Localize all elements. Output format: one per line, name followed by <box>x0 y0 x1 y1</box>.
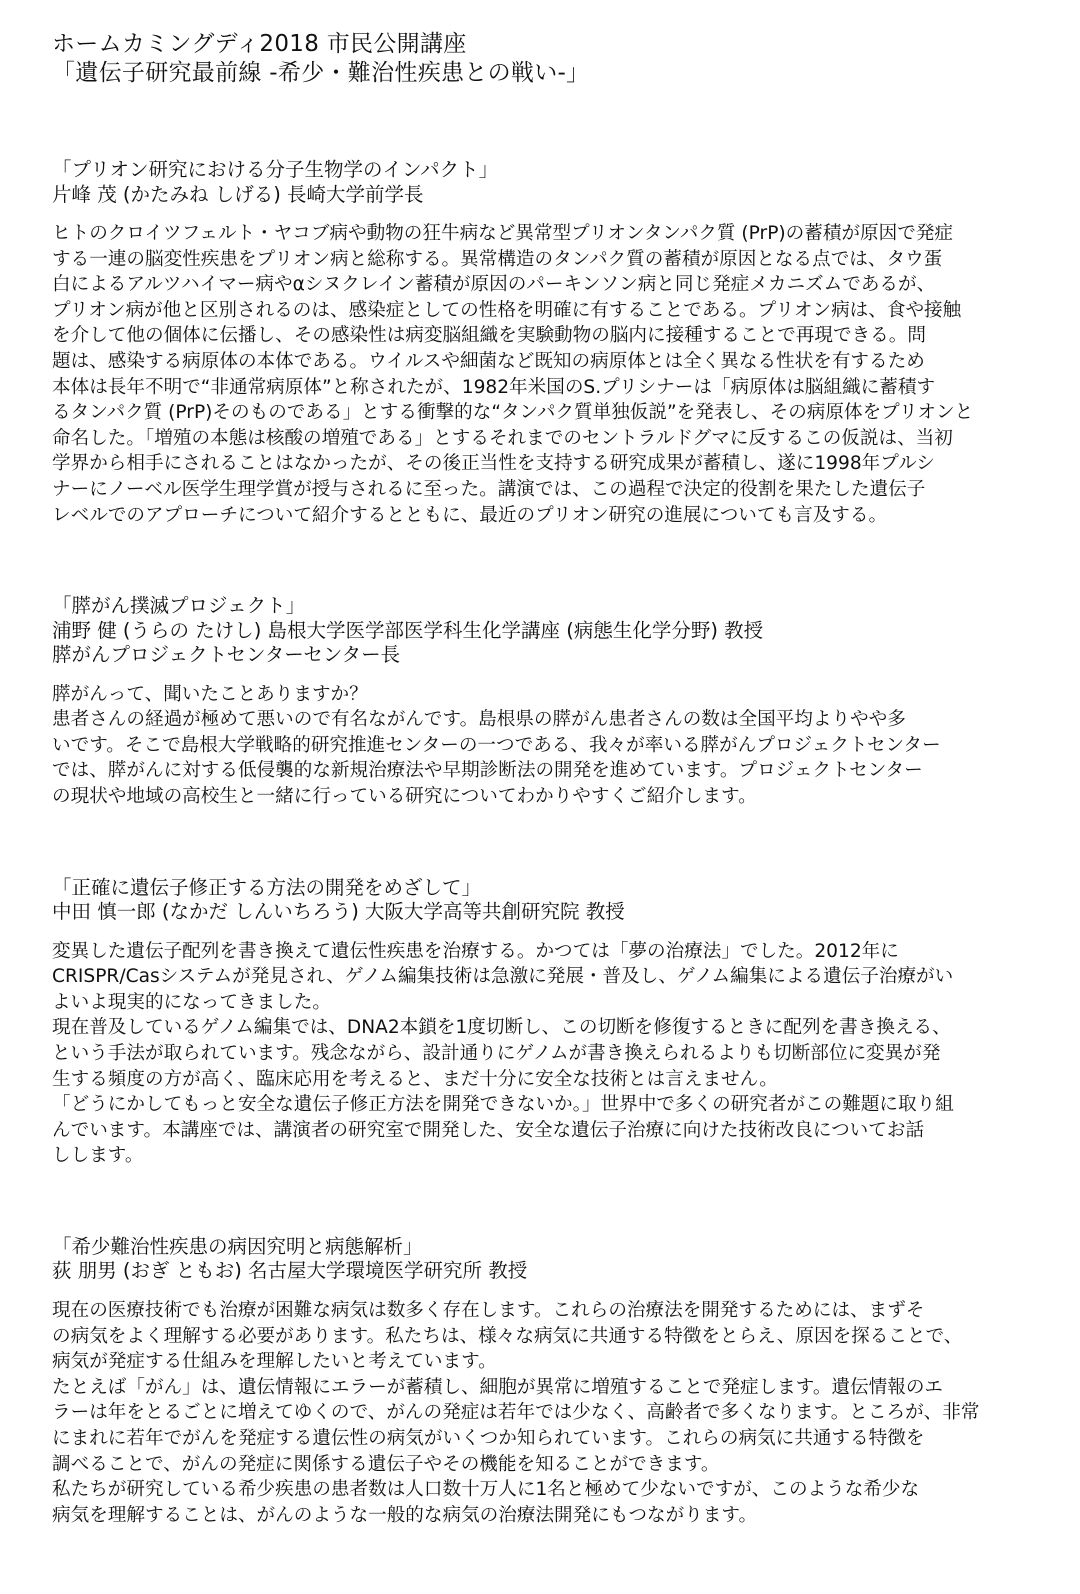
abstract-line: 病気が発症する仕組みを理解したいと考えています。 <box>52 1351 497 1373</box>
abstract-line: 命名した。「増殖の本態は核酸の増殖である」とするそれまでのセントラルドグマに反するこの仮説は、当初 <box>52 427 953 449</box>
lecture-abstract <box>52 939 1042 1169</box>
abstract-line: の病気をよく理解する必要があります。私たちは、様々な病気に共通する特徴をとらえ、原因を探ることで、 <box>52 1325 963 1347</box>
abstract-line: ヒトのクロイツフェルト・ヤコブ病や動物の狂牛病など異常型プリオンタンパク質 (PrP)の蓄積が原因で発症 <box>52 223 954 244</box>
abstract-line: ナーにノーベル医学生理学賞が授与されるに至った。講演では、この過程で決定的役割を果たした遺伝子 <box>52 478 926 500</box>
speaker-line: 浦野 健 (うらの たけし) 島根大学医学部医学科生化学講座 (病態生化学分野) 教授 <box>52 618 764 642</box>
abstract-line: たとえば「がん」は、遺伝情報にエラーが蓄積し、細胞が異常に増殖することで発症します。遺伝情報のエ <box>52 1376 944 1398</box>
abstract-line: を介して他の個体に伝播し、その感染性は病変脳組織を実験動物の脳内に接種することで再現できる。問 <box>52 325 926 347</box>
abstract-line: よいよ現実的になってきました。 <box>52 991 331 1013</box>
event-subtitle: 「遺伝子研究最前線 -希少・難治性疾患との戦い-」 <box>52 60 590 86</box>
abstract-line: 題は、感染する病原体の本体である。ウイルスや細菌など既知の病原体とは全く異なる性状を有するため <box>52 350 925 372</box>
abstract-line: 変異した遺伝子配列を書き換えて遺伝性疾患を治療する。かつては「夢の治療法」でした。2012年に <box>52 940 899 962</box>
speaker-info <box>52 900 1042 925</box>
abstract-line: 調べることで、がんの発症に関係する遺伝子やその機能を知ることができます。 <box>52 1453 720 1475</box>
speaker-line: 荻 朋男 (おぎ ともお) 名古屋大学環境医学研究所 教授 <box>52 1259 528 1283</box>
speaker-line: 片峰 茂 (かたみね しげる) 長崎大学前学長 <box>52 182 424 206</box>
abstract-line: プリオン病が他と区別されるのは、感染症としての性格を明確に有することである。プリオン病は、食や接触 <box>52 299 962 321</box>
event-title: ホームカミングディ2018 市民公開講座 <box>52 31 467 57</box>
lecture-section <box>52 1235 1042 1528</box>
lecture-section <box>52 594 1042 809</box>
abstract-line: 患者さんの経過が極めて悪いので有名ながんです。島根県の膵がん患者さんの数は全国平均よりやや多 <box>52 709 906 731</box>
abstract-line: 生する頻度の方が高く、臨床応用を考えると、まだ十分に安全な技術とは言えません。 <box>52 1068 778 1090</box>
abstract-line: レベルでのアプローチについて紹介するとともに、最近のプリオン研究の進展についても言及する。 <box>52 504 888 526</box>
abstract-line: 本体は長年不明で“非通常病原体”と称されたが、1982年米国のS.プリシナーは「病原体は脳組織に蓄積す <box>52 376 936 398</box>
abstract-line: 現在の医療技術でも治療が困難な病気は数多く存在します。これらの治療法を開発するためには、まずそ <box>52 1299 925 1321</box>
lecture-title: 「正確に遺伝子修正する方法の開発をめざして」 <box>52 875 482 899</box>
abstract-line: しします。 <box>52 1145 144 1167</box>
lecture-title: 「プリオン研究における分子生物学のインパクト」 <box>52 158 499 181</box>
abstract-line: という手法が取られています。残念ながら、設計通りにゲノムが書き換えられるよりも切断部位に変異が発 <box>52 1042 941 1064</box>
lecture-section <box>52 876 1042 1169</box>
speaker-info <box>52 183 1042 208</box>
lecture-list <box>52 158 1042 1528</box>
abstract-line: では、膵がんに対する低侵襲的な新規治療法や早期診断法の開発を進めています。プロジェクトセンター <box>52 760 923 782</box>
abstract-line: の現状や地域の高校生と一緒に行っている研究についてわかりやすくご紹介します。 <box>52 786 757 807</box>
abstract-line: する一連の脳変性疾患をプリオン病と総称する。異常構造のタンパク質の蓄積が原因となる点では、タウ蛋 <box>52 248 943 270</box>
abstract-line: にまれに若年でがんを発症する遺伝性の病気がいくつか知られています。これらの病気に共通する特徴を <box>52 1427 925 1449</box>
speaker-info <box>52 1259 1042 1284</box>
lecture-title: 「希少難治性疾患の病因究明と病態解析」 <box>52 1234 423 1258</box>
speaker-line: 中田 慎一郎 (なかだ しんいちろう) 大阪大学高等共創研究院 教授 <box>52 900 625 924</box>
abstract-line: 学界から相手にされることはなかったが、その後正当性を支持する研究成果が蓄積し、遂に1998年プルシ <box>52 453 935 475</box>
abstract-line: 私たちが研究している希少疾患の患者数は人口数十万人に1名と極めて少ないですが、このような希少な <box>52 1479 920 1501</box>
abstract-line: 膵がんって、聞いたことありますか？ <box>52 683 368 705</box>
abstract-line: るタンパク質 (PrP)そのものである」とする衝撃的な“タンパク質単独仮説”を発表し、その病原体をプリオンと <box>52 402 974 424</box>
abstract-line: いです。そこで島根大学戦略的研究推進センターの一つである、我々が率いる膵がんプロジェクトセンター <box>52 734 941 756</box>
abstract-line: 「どうにかしてもっと安全な遺伝子修正方法を開発できないか。」世界中で多くの研究者がこの難題に取り組 <box>52 1094 954 1116</box>
speaker-info <box>52 619 1042 668</box>
abstract-line: CRISPR/Casシステムが発見され、ゲノム編集技術は急激に発展・普及し、ゲノム編集による遺伝子治療がい <box>52 966 954 988</box>
lecture-title: 「膵がん撲滅プロジェクト」 <box>52 594 306 618</box>
abstract-line: 現在普及しているゲノム編集では、DNA2本鎖を1度切断し、この切断を修復するときに配列を書き換える、 <box>52 1017 951 1039</box>
document-header <box>52 30 1042 88</box>
speaker-line: 膵がんプロジェクトセンターセンター長 <box>52 643 401 667</box>
lecture-abstract <box>52 221 1042 528</box>
abstract-line: んでいます。本講座では、講演者の研究室で開発した、安全な遺伝子治療に向けた技術改良についてお話 <box>52 1119 925 1141</box>
lecture-section <box>52 158 1042 528</box>
abstract-line: 白によるアルツハイマー病やαシヌクレイン蓄積が原因のパーキンソン病と同じ発症メカニズムであるが、 <box>52 274 936 296</box>
lecture-abstract <box>52 1298 1042 1528</box>
document-page <box>52 30 1042 1594</box>
abstract-line: ラーは年をとるごとに増えてゆくので、がんの発症は若年では少なく、高齢者で多くなります。ところが、非常 <box>52 1402 980 1424</box>
abstract-line: 病気を理解することは、がんのような一般的な病気の治療法開発にもつながります。 <box>52 1504 758 1526</box>
lecture-abstract <box>52 682 1042 810</box>
